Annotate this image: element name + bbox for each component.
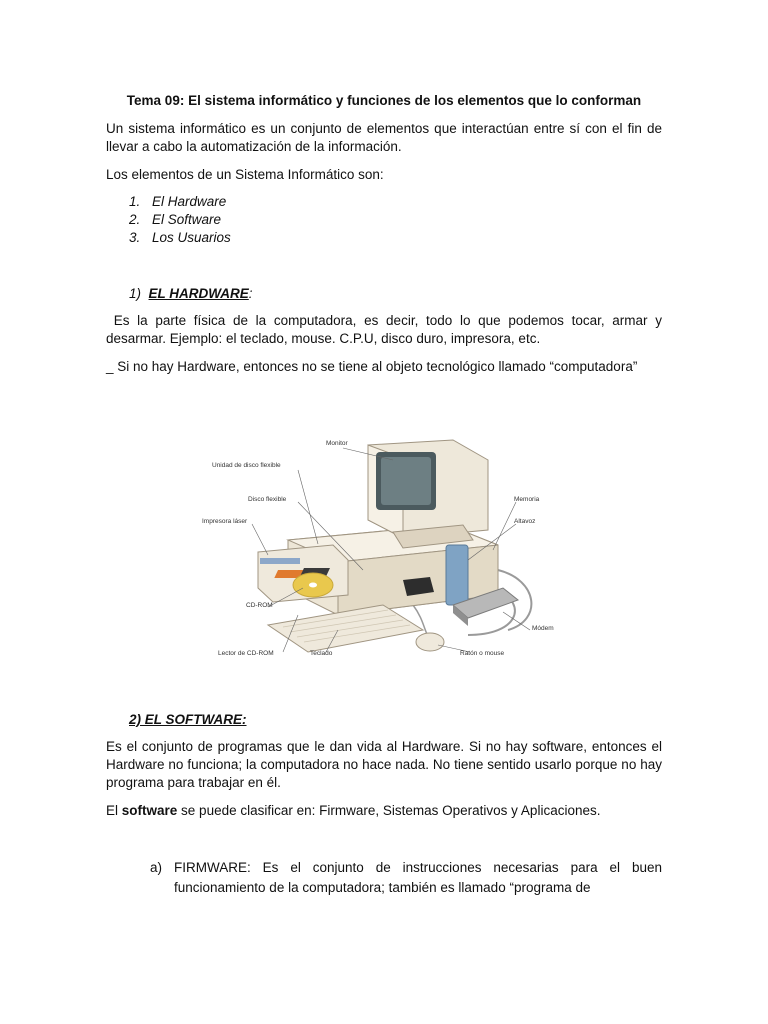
- label-memory: Memoria: [514, 496, 540, 503]
- label-mouse: Ratón o mouse: [460, 650, 505, 657]
- elements-list: [129, 193, 231, 247]
- software-heading: 2) EL SOFTWARE:: [129, 712, 247, 727]
- label-modem: Módem: [532, 625, 554, 632]
- label-floppy-disk: Disco flexible: [248, 496, 287, 503]
- label-cdrom: CD-ROM: [246, 602, 273, 609]
- label-speaker: Altavoz: [514, 518, 536, 525]
- hardware-note: _ Si no hay Hardware, entonces no se tiene al objeto tecnológico llamado “computadora”: [106, 359, 638, 374]
- hardware-illustration: [198, 420, 568, 668]
- list-item: 1. El Hardware: [129, 194, 227, 209]
- software-classification: El software se puede clasificar en: Firmware, Sistemas Operativos y Aplicaciones.: [106, 803, 601, 818]
- label-keyboard: Teclado: [310, 650, 333, 657]
- firmware-marker: a): [150, 860, 163, 875]
- label-laser-printer: Impresora láser: [202, 518, 248, 525]
- label-floppy-drive: Unidad de disco flexible: [212, 462, 281, 469]
- firmware-text: FIRMWARE: Es el conjunto de instrucciones necesarias para el buen funcionamiento de la computadora; también es llamado “programa de: [174, 860, 662, 895]
- hardware-heading: 1) EL HARDWARE:: [129, 286, 253, 301]
- label-monitor: Monitor: [326, 440, 348, 447]
- list-item: 2. El Software: [129, 212, 222, 227]
- hardware-definition: Es la parte física de la computadora, es decir, todo lo que podemos tocar, armar y desarmar. Ejemplo: el teclado, mouse. C.P.U, disco duro, impresora, etc.: [106, 313, 662, 346]
- elements-intro: Los elementos de un Sistema Informático son:: [106, 167, 384, 182]
- firmware-item: [150, 858, 662, 898]
- list-item: 3. Los Usuarios: [129, 230, 231, 245]
- computer-illustration-graphic: [198, 420, 568, 668]
- label-cdrom-reader: Lector de CD-ROM: [218, 650, 274, 657]
- software-definition: Es el conjunto de programas que le dan vida al Hardware. Si no hay software, entonces el Hardware no funciona; la computadora no hace nada. No tiene sentido usarlo porque no hay programa para trabajar en él.: [106, 739, 662, 790]
- page-title: Tema 09: El sistema informático y funciones de los elementos que lo conforman: [126, 93, 642, 108]
- intro-paragraph: Un sistema informático es un conjunto de elementos que interactúan entre sí con el fin de llevar a cabo la automatización de la información.: [106, 121, 662, 154]
